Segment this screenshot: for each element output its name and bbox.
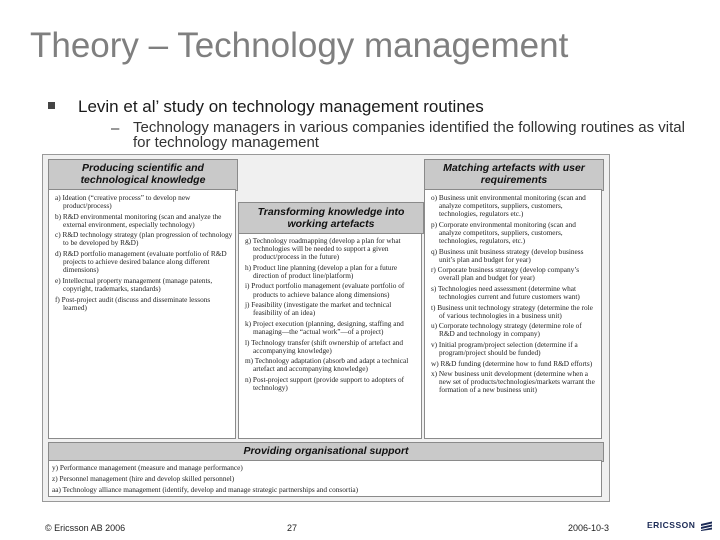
col1-header: Producing scientific and technological knowledge <box>48 159 238 191</box>
bullet-level2-text: Technology managers in various companies identified the following routines as vital for technology management <box>133 120 685 150</box>
bullet-level1 <box>48 97 484 117</box>
list-item: f) Post-project audit (discuss and disseminate lessons learned) <box>55 294 211 312</box>
list-item: k) Project execution (planning, designing, staffing and managing—the “actual work”—of a project) <box>245 318 404 336</box>
bullet-level1-text: Levin et al’ study on technology management routines <box>78 97 484 116</box>
list-item: v) Initial program/project selection (determine if a program/project should be funded) <box>431 340 578 358</box>
col1-list <box>48 189 236 439</box>
list-item: i) Product portfolio management (evaluate portfolio of products to achieve balance along dimensions) <box>245 281 405 299</box>
list-item: h) Product line planning (develop a plan for a future direction of product line/platform) <box>245 262 398 280</box>
list-item: l) Technology transfer (shift ownership of artefact and accompanying knowledge) <box>245 337 404 355</box>
col3-list <box>424 189 602 439</box>
list-item: a) Ideation (“creative process” to develop new product/process) <box>55 193 191 211</box>
list-item: u) Corporate technology strategy (determine role of R&D and technology in company) <box>431 321 582 339</box>
list-item: m) Technology adaptation (absorb and adapt a technical artefact and accompanying knowledge) <box>245 356 409 374</box>
bottom-header: Providing organisational support <box>48 442 604 462</box>
list-item: q) Business unit business strategy (develop business unit’s plan and budget for year) <box>431 246 584 264</box>
list-item: o) Business unit environmental monitoring (scan and analyze competitors, suppliers, customers, technologies, regulators etc.) <box>431 193 586 219</box>
list-item: y) Performance management (measure and manage performance) <box>52 463 243 472</box>
bullet-square-icon <box>48 102 55 109</box>
list-item: j) Feasibility (investigate the market and technical feasibility of an idea) <box>245 300 392 318</box>
col2-list <box>238 233 422 439</box>
footer-copyright: © Ericsson AB 2006 <box>45 523 126 533</box>
bottom-list <box>48 460 602 497</box>
routines-figure <box>42 154 610 502</box>
list-item: g) Technology roadmapping (develop a plan for what technologies will be needed to support a given product/process in the future) <box>245 236 401 262</box>
footer-date: 2006-10-3 <box>568 523 610 533</box>
logo-text: ERICSSON <box>647 520 696 530</box>
list-item: x) New business unit development (determine when a new set of products/technologies/markets warrant the formation of a new business unit) <box>431 369 595 395</box>
list-item: c) R&D technology strategy (plan progression of technology to be developed by R&D) <box>55 230 233 248</box>
list-item: s) Technologies need assessment (determine what technologies current and future customers want) <box>431 283 580 302</box>
bullet-dash: – <box>111 120 120 137</box>
col2-header: Transforming knowledge into working artefacts <box>238 202 424 234</box>
list-item: n) Post-project support (provide support to adopters of technology) <box>245 374 405 392</box>
list-item: t) Business unit technology strategy (determine the role of various technologies in a business unit) <box>431 302 593 320</box>
col3-header: Matching artefacts with user requirements <box>424 159 604 191</box>
list-item: w) R&D funding (determine how to fund R&D efforts) <box>431 358 593 368</box>
list-item: e) Intellectual property management (manage patents, copyright, trademarks, standards) <box>55 275 213 293</box>
list-item: r) Corporate business strategy (develop company’s overall plan and budget for year) <box>431 265 580 283</box>
list-item: d) R&D portfolio management (evaluate portfolio of R&D projects to achieve desired balance along different dimensions) <box>55 249 227 275</box>
ericsson-logo-icon <box>700 521 714 531</box>
list-item: z) Personnel management (hire and develop skilled personnel) <box>52 474 235 484</box>
slide-title: Theory – Technology management <box>30 26 569 65</box>
ericsson-logo <box>647 520 714 531</box>
list-item: p) Corporate environmental monitoring (scan and analyze competitors, suppliers, customers, technologies, regulators, etc.) <box>431 219 576 245</box>
list-item: b) R&D environmental monitoring (scan and analyze the external environment, especially technology) <box>55 211 222 229</box>
footer-page-number: 27 <box>287 523 298 533</box>
list-item: aa) Technology alliance management (identify, develop and manage strategic partnerships and consortia) <box>52 485 359 495</box>
